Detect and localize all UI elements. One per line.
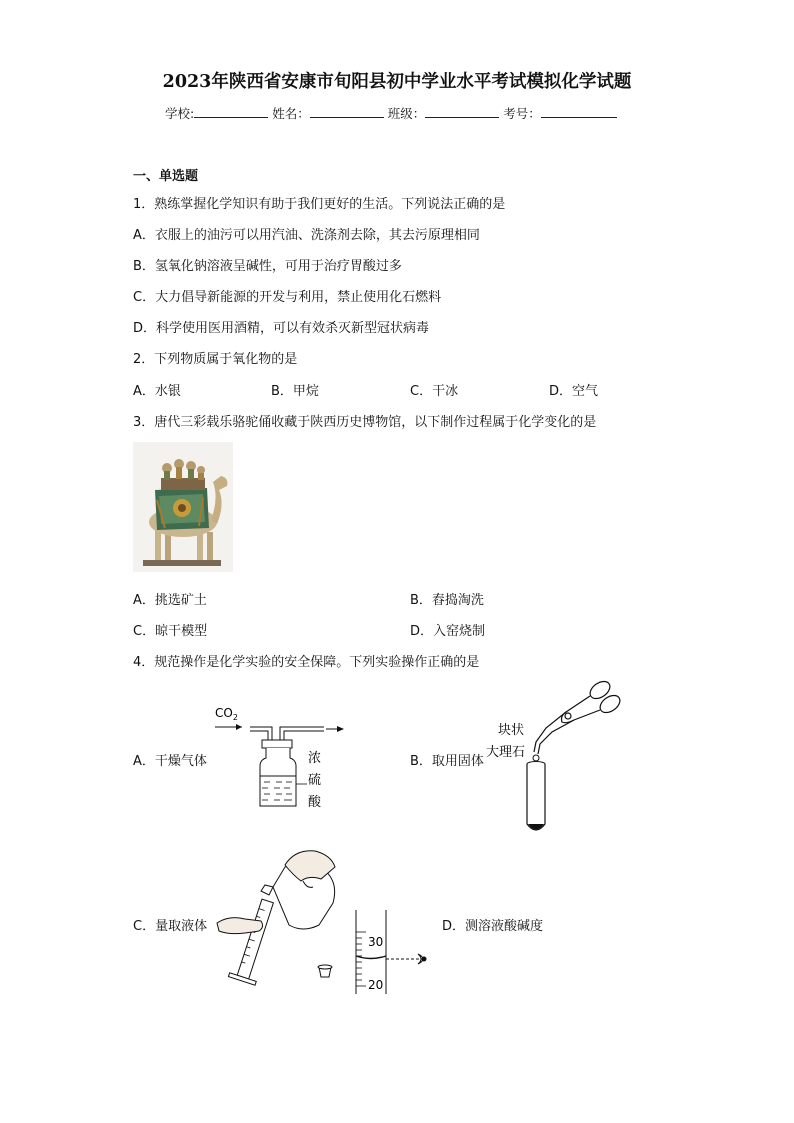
- liquid-measuring-diagram: [215, 845, 345, 995]
- class-blank[interactable]: [425, 105, 499, 118]
- q4-option-c: C．量取液体: [133, 919, 208, 934]
- q2-option-d: D．空气: [549, 384, 599, 399]
- name-label: 姓名：: [272, 106, 310, 121]
- page-title: 2023年陕西省安康市旬阳县初中学业水平考试模拟化学试题: [162, 72, 632, 92]
- acid-label-3: 酸: [308, 795, 322, 810]
- q1-option-d: D．科学使用医用酒精，可以有效杀灭新型冠状病毒: [133, 321, 430, 336]
- q1-option-b: B．氢氧化钠溶液呈碱性，可用于治疗胃酸过多: [133, 259, 402, 274]
- q2-option-a: A．水银: [133, 384, 181, 399]
- q2-stem: 2．下列物质属于氧化物的是: [133, 352, 298, 367]
- acid-label-2: 硫: [308, 773, 322, 788]
- name-blank[interactable]: [310, 105, 384, 118]
- q3-option-b: B．舂捣淘洗: [410, 593, 484, 608]
- class-label: 班级：: [387, 106, 426, 121]
- section-heading: 一、单选题: [133, 169, 199, 184]
- co2-label: $CO_2$: [215, 706, 238, 722]
- school-blank[interactable]: [194, 105, 268, 118]
- q1-option-a: A．衣服上的油污可以用汽油、洗涤剂去除，其去污原理相同: [133, 228, 480, 243]
- q1-stem: 1．熟练掌握化学知识有助于我们更好的生活。下列说法正确的是: [133, 197, 506, 212]
- scale-tick-20: 20: [368, 978, 384, 992]
- q2-option-b: B．甲烷: [271, 384, 319, 399]
- q3-stem: 3．唐代三彩载乐骆驼俑收藏于陕西历史博物馆，以下制作过程属于化学变化的是: [133, 415, 597, 430]
- gas-drying-diagram: [212, 700, 352, 815]
- number-label: 考号：: [503, 106, 541, 121]
- q3-option-c: C．晾干模型: [133, 624, 208, 639]
- scale-reading-diagram: [348, 908, 438, 998]
- solid-handling-diagram: [476, 670, 636, 840]
- q3-option-a: A．挑选矿土: [133, 593, 207, 608]
- q4-option-d: D．测溶液酸碱度: [442, 919, 544, 934]
- eye-icon: [422, 957, 427, 962]
- q4-stem: 4．规范操作是化学实验的安全保障。下列实验操作正确的是: [133, 655, 480, 670]
- school-label: 学校:: [165, 106, 195, 121]
- number-blank[interactable]: [541, 105, 617, 118]
- marble-label-1: 块状: [498, 723, 525, 738]
- q4-option-a: A．干燥气体: [133, 754, 207, 769]
- scale-tick-30: 30: [368, 935, 384, 949]
- camel-figurine-image: [133, 442, 233, 572]
- marble-label-2: 大理石: [486, 745, 526, 760]
- q1-option-c: C．大力倡导新能源的开发与利用，禁止使用化石燃料: [133, 290, 442, 305]
- q3-option-d: D．入窑烧制: [410, 624, 486, 639]
- q4-option-b: B．取用固体: [410, 754, 484, 769]
- acid-label-1: 浓: [308, 751, 322, 766]
- q2-option-c: C．干冰: [410, 384, 459, 399]
- student-info-fields: [165, 104, 617, 122]
